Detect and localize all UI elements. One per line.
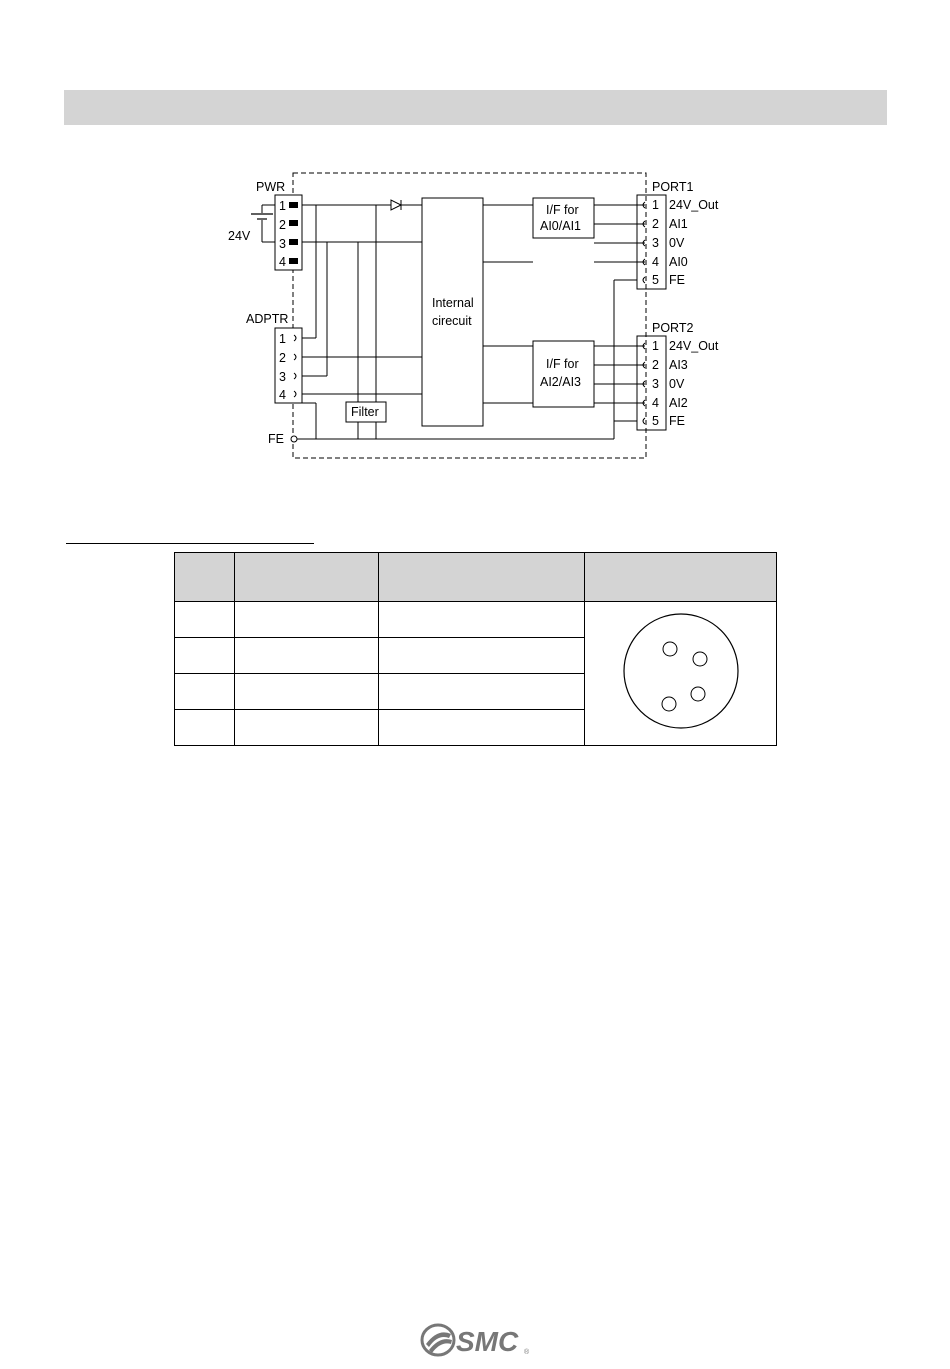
table-cell <box>379 602 585 638</box>
connector-pin-layout-icon <box>621 611 741 731</box>
interface-label: AI2/AI3 <box>540 375 581 389</box>
internal-circuit-label: Internal <box>432 296 474 310</box>
port1-pin-label: 4 <box>652 255 659 269</box>
port2-title: PORT2 <box>652 321 694 335</box>
internal-circuit-block <box>422 198 483 426</box>
filter-label: Filter <box>351 405 379 419</box>
interface-block-ai2-ai3 <box>533 341 594 407</box>
adptr-pin-label: 1 <box>279 332 286 346</box>
pwr-title: PWR <box>256 180 286 194</box>
diode-symbol <box>391 200 401 210</box>
circuit-block-diagram <box>0 0 950 520</box>
port2-pin-label: 5 <box>652 414 659 428</box>
table-cell <box>379 674 585 710</box>
port2-pin-label: 2 <box>652 358 659 372</box>
pwr-pin-label: 3 <box>279 237 286 251</box>
port1-signal: 0V <box>669 236 685 250</box>
fe-terminal <box>291 436 297 442</box>
table-cell <box>175 710 235 746</box>
logo-text: SMC <box>456 1326 519 1357</box>
adptr-pin-label: 4 <box>279 388 286 402</box>
pin-hole <box>693 652 707 666</box>
port1-pin-label: 1 <box>652 198 659 212</box>
table-header-cell <box>585 553 777 602</box>
pwr-pin-label: 2 <box>279 218 286 232</box>
adptr-pin-label: 3 <box>279 370 286 384</box>
port2-pin-label: 4 <box>652 396 659 410</box>
table-cell <box>235 638 379 674</box>
port2-signal: FE <box>669 414 685 428</box>
pin-hole <box>691 687 705 701</box>
table-header-cell <box>235 553 379 602</box>
port2-signal: 24V_Out <box>669 339 719 353</box>
table-cell <box>175 638 235 674</box>
table-cell <box>235 674 379 710</box>
pwr-pin-contact <box>289 258 298 264</box>
port2-signal: AI3 <box>669 358 688 372</box>
adptr-pin-label: 2 <box>279 351 286 365</box>
internal-circuit-label: cirecuit <box>432 314 472 328</box>
port1-signal: 24V_Out <box>669 198 719 212</box>
port1-pin-label: 3 <box>652 236 659 250</box>
table-cell <box>235 602 379 638</box>
interface-label: I/F for <box>546 357 579 371</box>
table-header-cell <box>175 553 235 602</box>
pwr-pin-contact <box>289 239 298 245</box>
port2-signal: AI2 <box>669 396 688 410</box>
table-cell <box>379 710 585 746</box>
table-header-cell <box>379 553 585 602</box>
supply-voltage-label: 24V <box>228 229 251 243</box>
table-cell <box>175 602 235 638</box>
port1-signal: AI0 <box>669 255 688 269</box>
table-header-row <box>175 553 777 602</box>
connector-face-cell <box>585 602 777 746</box>
port1-signal: AI1 <box>669 217 688 231</box>
port2-pin-label: 1 <box>652 339 659 353</box>
interface-label: AI0/AI1 <box>540 219 581 233</box>
pin-hole <box>663 642 677 656</box>
registered-mark: ® <box>524 1349 530 1356</box>
pwr-pin-label: 4 <box>279 255 286 269</box>
adptr-title: ADPTR <box>246 312 289 326</box>
port1-pin-label: 2 <box>652 217 659 231</box>
interface-label: I/F for <box>546 203 579 217</box>
port2-signal: 0V <box>669 377 685 391</box>
table-cell <box>379 638 585 674</box>
fe-label: FE <box>268 432 284 446</box>
port1-title: PORT1 <box>652 180 694 194</box>
pin-hole <box>662 697 676 711</box>
pwr-pin-label: 1 <box>279 199 286 213</box>
pwr-pin-contact <box>289 202 298 208</box>
smc-logo <box>420 1320 532 1360</box>
table-row <box>175 602 777 638</box>
section-underline <box>66 543 314 544</box>
port2-pin-label: 3 <box>652 377 659 391</box>
pwr-pin-contact <box>289 220 298 226</box>
port1-pin-label: 5 <box>652 273 659 287</box>
table-cell <box>175 674 235 710</box>
table-cell <box>235 710 379 746</box>
port1-signal: FE <box>669 273 685 287</box>
connector-pin-table <box>174 552 777 746</box>
